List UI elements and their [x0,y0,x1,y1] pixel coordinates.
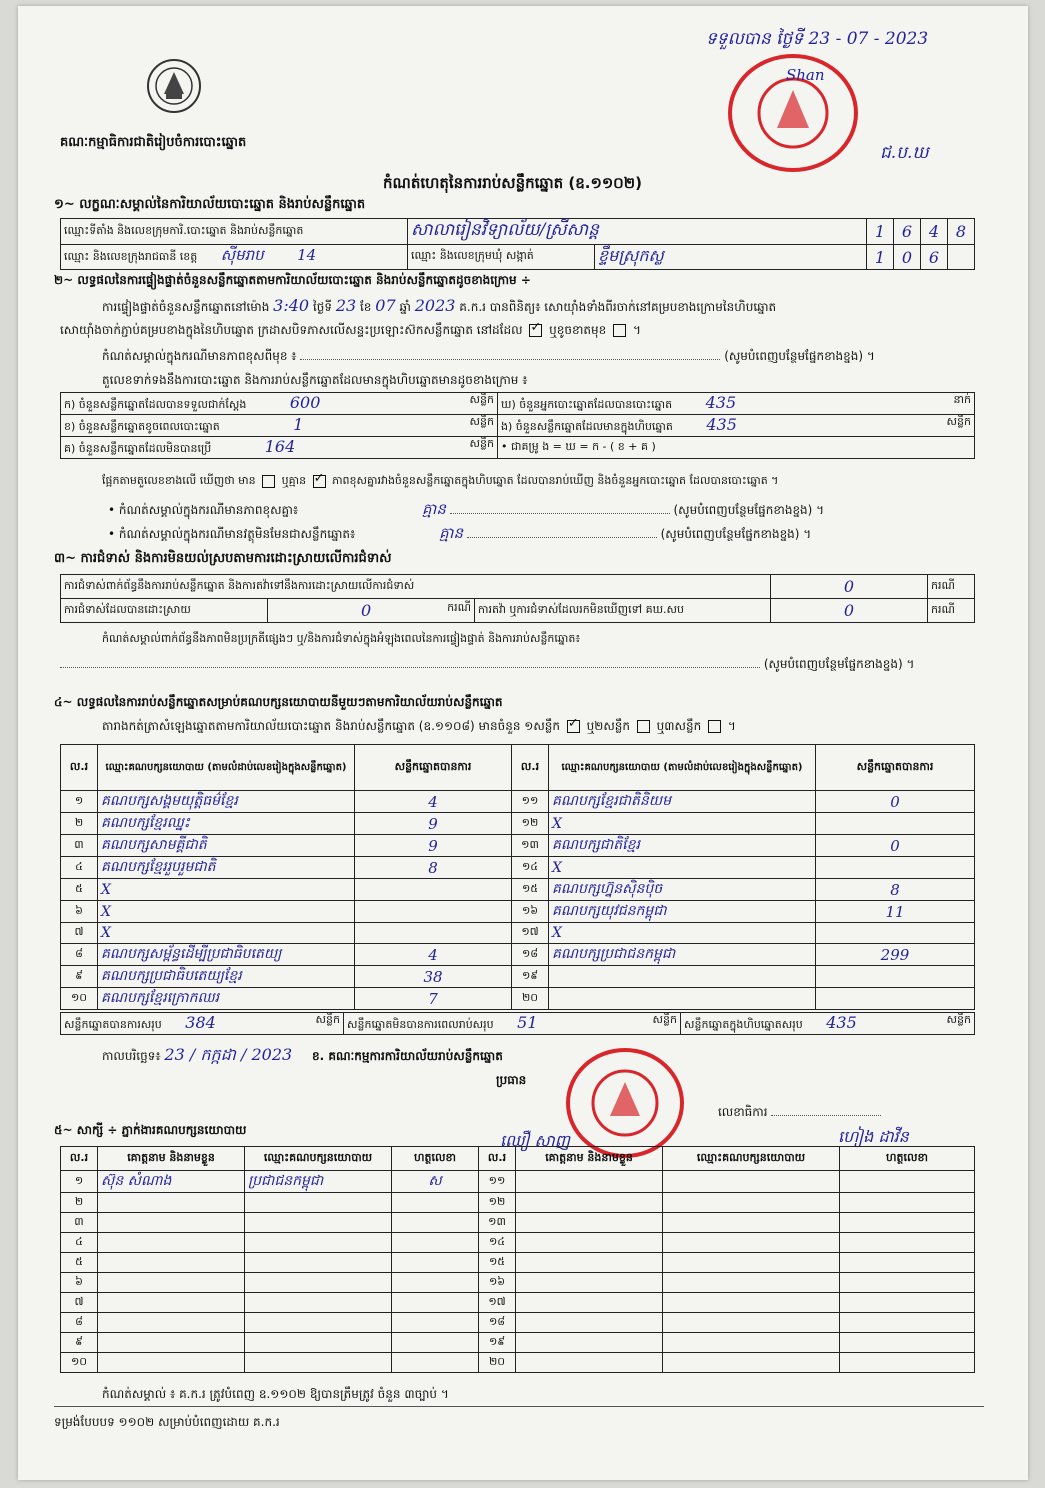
party-row [61,857,975,879]
section1-heading: ១~ លក្ខណៈសម្គាល់នៃការិយាល័យបោះឆ្នោត និងរាប់សន្លឹកឆ្នោត [54,197,366,212]
party-row [61,901,975,923]
witness-no: ១៦ [479,1273,516,1293]
witness-no: ៣ [61,1213,98,1233]
secretary-label: លេខាធិការ [718,1104,881,1122]
party-name: គណបក្សប្រជាជនកម្ពុជា [549,944,816,966]
witness-no: ១២ [479,1193,516,1213]
witness-no: ២០ [479,1353,516,1373]
witness-name: ស៊ុន សំណាង [98,1171,245,1193]
count-a-value: 600 [289,393,321,412]
witness-party [663,1233,840,1253]
section3-fill: (សូមបំពេញបន្ថែមផ្នែកខាងខ្នង) ។ [60,656,980,674]
resolved-cell: 0 ករណី [268,599,475,623]
commune-label: ឈ្មោះ និងលេខក្រុមឃុំ សង្កាត់ [408,245,595,270]
party-row [61,944,975,966]
witness-sign [840,1171,975,1193]
count-b: ខ) ចំនួនសន្លឹកឆ្នោតខូចពេលបោះឆ្នោត 1 សន្លឹក [61,415,498,437]
footer-note: កំណត់សម្គាល់ ៖ គ.ក.រ ត្រូវបំពេញ ឧ.១១០២ ឱ្យបានត្រឹមត្រូវ ចំនួន ៣ច្បាប់ ។ [102,1387,449,1401]
chair-label: ប្រធាន [496,1073,527,1087]
witness-no: ៩ [61,1333,98,1353]
office-value: សាលារៀនវិទ្យាល័យ/ស្រីសាន្ត [408,219,867,245]
witness-row [61,1353,975,1373]
sheet1-checkbox[interactable] [567,720,580,733]
witness-row [61,1333,975,1353]
verify-time: 3:40 [273,296,310,315]
party-no: ១៣ [512,835,549,857]
form-title: កំណត់ហេតុនៃការរាប់សន្លឹកឆ្នោត (ឧ.១១០២) [383,174,643,192]
office-digit-2: 6 [894,219,921,245]
party-no: ១៥ [512,879,549,901]
party-name: គណបក្សសាមគ្គីជាតិ [98,835,355,857]
objection-table: ការជំទាស់ពាក់ព័ន្ធនឹងការរាប់សន្លឹកឆ្នោត និងការតវ៉ាទៅនឹងការដោះស្រាយលើការជំទាស់ 0 ករណី ការជំទាស់ដែលបានដោះស្រាយ 0 ករណី ការតវ៉ា ឬការជំទាស់ដែលរកមិនឃើញទៅ គឃ.សប 0 ករណី [60,574,975,623]
party-no: ៥ [61,879,98,901]
witness-party [663,1273,840,1293]
party-row [61,879,975,901]
witness-name [516,1353,663,1373]
witness-sign [840,1333,975,1353]
party-votes [816,988,975,1010]
count-c-value: 164 [264,437,296,456]
witness-name [98,1313,245,1333]
witness-party [245,1333,392,1353]
witness-party [245,1273,392,1293]
party-name: គណបក្សយុវជនកម្ពុជា [549,901,816,923]
party-votes [355,901,512,923]
party-no: ១ [61,791,98,813]
witness-party [663,1333,840,1353]
counts-intro: តួលេខទាក់ទងនឹងការបោះឆ្នោត និងការរាប់សន្លឹកឆ្នោតដែលមានក្នុងហិបឆ្នោតមានដូចខាងក្រោម ៖ [102,373,528,387]
party-votes [816,857,975,879]
witness-name [98,1233,245,1253]
party-votes: 8 [355,857,512,879]
count-e: ង) ចំនួនសន្លឹកឆ្នោតដែលមានក្នុងហិបឆ្នោត 435 សន្លឹក [498,415,975,437]
objection-label: ការជំទាស់ពាក់ព័ន្ធនឹងការរាប់សន្លឹកឆ្នោត និងការតវ៉ាទៅនឹងការដោះស្រាយលើការជំទាស់ [61,575,771,599]
section3-heading: ៣~ ការជំទាស់ និងការមិនយល់ស្របតាមការដោះស្រាយលើការជំទាស់ [54,551,392,566]
party-votes: 0 [816,835,975,857]
witness-name [516,1313,663,1333]
party-name: គណបក្សខ្មែរជាតិនិយម [549,791,816,813]
commune-digit-1: 1 [867,245,894,270]
party-votes: 4 [355,944,512,966]
diff-note: • កំណត់សម្គាល់ក្នុងករណីមានភាពខុសគ្នា៖ គ្មាន (សូមបំពេញបន្ថែមផ្នែកខាងខ្នង) ។ [108,500,825,518]
party-votes: 299 [816,944,975,966]
witness-row [61,1193,975,1213]
section1-table [60,218,975,270]
witness-sign [840,1293,975,1313]
verify-line: ការផ្ទៀងផ្ទាត់ចំនួនសន្លឹកឆ្នោតនៅម៉ោង 3:40 ថ្ងៃទី 23 ខែ 07 ឆ្នាំ 2023 គ.ក.រ បានពិនិត្យ៖ សោយ៉ាំងទាំងពីរចាក់នៅគម្របខាងក្រោមនៃហិបឆ្នោត [102,296,777,315]
count-a: ក) ចំនួនសន្លឹកឆ្នោតដែលបានទទួលជាក់ស្តែង 600 សន្លឹក [61,393,498,415]
party-votes: 0 [816,791,975,813]
section4-heading: ៤~ លទ្ធផលនៃការរាប់សន្លឹកឆ្នោតសម្រាប់គណបក្សនយោបាយនីមួយៗតាមការិយាល័យរាប់សន្លឹកឆ្នោត [54,695,503,709]
party-row [61,988,975,1010]
witness-sign [840,1193,975,1213]
counts-table [60,392,975,459]
verify-month: 07 [375,296,396,315]
party-votes: 9 [355,835,512,857]
party-no: ១១ [512,791,549,813]
witness-party [663,1171,840,1193]
witness-party [663,1193,840,1213]
party-votes: 9 [355,813,512,835]
sheet3-checkbox[interactable] [708,720,721,733]
witness-sign [840,1253,975,1273]
commune-digit-3: 6 [921,245,948,270]
witness-sign [392,1273,479,1293]
diff-yes-checkbox[interactable] [262,475,275,488]
witness-no: ១៣ [479,1213,516,1233]
party-name: គណបក្សខ្មែររួបរួមជាតិ [98,857,355,879]
party-no: ៦ [61,901,98,923]
party-name: X [549,923,816,944]
witness-name [516,1273,663,1293]
diff-note-value: គ្មាន [422,500,446,518]
total-invalid-value: 51 [517,1013,538,1032]
office-digit-4: 8 [948,219,975,245]
total-valid: សន្លឹកឆ្នោតបានការសរុប 384 សន្លឹក [61,1013,344,1035]
section5-heading: ៥~ សាក្សី ÷ ភ្នាក់ងារគណបក្សនយោបាយ [54,1123,247,1137]
witness-sign [392,1213,479,1233]
office-label: ឈ្មោះទីតាំង និងលេខក្រុមការិ.បោះឆ្នោត និងរាប់សន្លឹកឆ្នោត [61,219,408,245]
diff-line: ផ្អែកតាមតួលេខខាងលើ ឃើញថា មាន ឬគ្មាន ✓ ភាពខុសគ្នារវាងចំនួនសន្លឹកឆ្នោតក្នុងហិបឆ្នោត ដែលបានរាប់ឃើញ និងចំនួនអ្នកបោះឆ្នោត ដែលបានបោះឆ្នោត ។ [102,474,778,490]
province-label: ឈ្មោះ និងលេខក្រុងរាជធានី ខេត្ត ស៊ីមរាប 14 [61,245,408,270]
section3-note: កំណត់សម្គាល់ពាក់ព័ន្ធនឹងភាពមិនប្រក្រតីផ្សេងៗ ឬ/និងការជំទាស់ក្នុងអំឡុងពេលនៃការផ្ទៀងផ្ទាត់ និងការរាប់សន្លឹកឆ្នោត៖ [102,632,581,645]
witness-sign [840,1313,975,1333]
resolved-value: 0 [361,601,372,620]
party-no: ២ [61,813,98,835]
party-no: ១៦ [512,901,549,923]
witness-party [663,1293,840,1313]
witness-name [516,1193,663,1213]
received-sign: ជ.ប.ឃ [880,143,929,163]
witness-no: ១៧ [479,1293,516,1313]
office-digit-1: 1 [867,219,894,245]
intact-checkbox[interactable] [529,324,542,337]
witness-sign [840,1273,975,1293]
party-no: ២០ [512,988,549,1010]
party-votes [816,966,975,988]
witness-party [663,1353,840,1373]
party-votes: 8 [816,879,975,901]
seal-line: សោយ៉ាំងចាក់ភ្ជាប់គម្របខាងក្នុងនៃហិបឆ្នោត ក្រដាសបិទភាសលើសន្ទះប្រឡោះស៊កសន្លឹកឆ្នោត នៅដដែល ✓ ឬខូចខាតមុខ ។ [60,322,641,340]
party-row [61,791,975,813]
witness-no: ១១ [479,1171,516,1193]
witness-name [98,1293,245,1313]
witness-name [98,1273,245,1293]
witness-row [61,1253,975,1273]
count-c: គ) ចំនួនសន្លឹកឆ្នោតដែលមិនបានប្រើ 164 សន្លឹក [61,437,498,459]
party-name [549,988,816,1010]
witness-table: ល.រ គោត្តនាម និងនាមខ្លួន ឈ្មោះគណបក្សនយោបាយ ហត្ថលេខា ល.រ គោត្តនាម និងនាមខ្លួន ឈ្មោះគណបក្សនយោបាយ ហត្ថលេខា ១ ស៊ុន សំណាង ប្រជាជនកម្ពុជា ស ១១ ២ ១២ ៣ ១៣ ៤ ១៤ ៥ ១៥ ៦ ១៦ ៧ ១៧ ៨ ១៨ ៩ ១៩ ១០ ២០ [60,1146,975,1373]
witness-sign [392,1233,479,1253]
witness-row [61,1313,975,1333]
total-valid-value: 384 [185,1013,216,1032]
section4-intro: តារាងកត់ត្រាសំឡេងឆ្នោតតាមការិយាល័យបោះឆ្នោត និងរាប់សន្លឹកឆ្នោត (ឧ.១១០៨) មានចំនួន ១សន្លឹក ✓ ឬ២សន្លឹក ឬ៣សន្លឹក ។ [102,718,736,736]
witness-no: ៨ [61,1313,98,1333]
witness-name [516,1233,663,1253]
province-number: 14 [297,246,317,264]
party-name: X [98,901,355,923]
foreign-note: • កំណត់សម្គាល់ក្នុងករណីមានវត្ថុមិនមែនជាសន្លឹកឆ្នោត៖ គ្មាន (សូមបំពេញបន្ថែមផ្នែកខាងខ្នង) ។ [108,524,812,542]
chair-name: ឈឿ សាញ [500,1131,571,1150]
witness-party: ប្រជាជនកម្ពុជា [245,1171,392,1193]
nec-logo [146,58,202,114]
witness-no: ១ [61,1171,98,1193]
resolved-label: ការជំទាស់ដែលបានដោះស្រាយ [61,599,268,623]
commune-digit-2: 0 [894,245,921,270]
count-b-value: 1 [293,415,304,434]
party-name: X [549,857,816,879]
document-sheet [18,6,1028,1480]
witness-sign [392,1253,479,1273]
witness-party [663,1253,840,1273]
witness-row [61,1293,975,1313]
witness-name [516,1171,663,1193]
party-name: គណបក្សខ្មែរឈ្នះ [98,813,355,835]
party-results-table: ល.រ ឈ្មោះគណបក្សនយោបាយ (តាមលំដាប់លេខរៀងក្នុងសន្លឹកឆ្នោត) សន្លឹកឆ្នោតបានការ ល.រ ឈ្មោះគណបក្សនយោបាយ (តាមលំដាប់លេខរៀងក្នុងសន្លឹកឆ្នោត) សន្លឹកឆ្នោតបានការ ១ គណបក្សសង្គមយុត្តិធម៌ខ្មែរ 4 ១១ គណបក្សខ្មែរជាតិនិយម 0 ២ គណបក្សខ្មែរឈ្នះ 9 ១២ X ៣ គណបក្សសាមគ្គីជាតិ 9 ១៣ គណបក្សជាតិខ្មែរ 0 ៤ គណបក្សខ្មែររួបរួមជាតិ 8 ១៤ X ៥ X ១៥ គណបក្សហ្វ៊ុនស៊ិនប៉ិច 8 ៦ X ១៦ គណបក្សយុវជនកម្ពុជា 11 ៧ X ១៧ X ៨ គណបក្សសម្ព័ន្ធដើម្បីប្រជាធិបតេយ្យ 4 ១៨ គណបក្សប្រជាជនកម្ពុជា 299 ៩ គណបក្សប្រជាធិបតេយ្យខ្មែរ 38 ១៩ ១០ គណបក្សខ្មែរក្រោកឈរ 7 ២០ [60,744,975,1010]
party-no: ៤ [61,857,98,879]
witness-no: ១៤ [479,1233,516,1253]
party-row [61,923,975,944]
diff-no-checkbox[interactable] [313,475,326,488]
witness-name [98,1253,245,1273]
count-d-value: 435 [705,393,737,412]
witness-no: ៦ [61,1273,98,1293]
unresolved-label: ការតវ៉ា ឬការជំទាស់ដែលរកមិនឃើញទៅ គឃ.សប [475,599,771,623]
totals-table [60,1012,975,1035]
party-row [61,966,975,988]
witness-no: ៧ [61,1293,98,1313]
total-box: សន្លឹកឆ្នោតក្នុងហិបឆ្នោតសរុប 435 សន្លឹក [681,1013,975,1035]
witness-row [61,1273,975,1293]
note-line: កំណត់សម្គាល់ក្នុងករណីមានភាពខុសពីមុខ ៖ (សូមបំពេញបន្ថែមផ្នែកខាងខ្នង) ។ [102,349,875,363]
witness-sign [392,1293,479,1313]
commune-value: ខ្ទឹមស្រុកស្ល [595,245,867,270]
foreign-note-value: គ្មាន [439,524,463,542]
party-votes [355,879,512,901]
witness-party [245,1313,392,1333]
party-row [61,813,975,835]
witness-party [245,1193,392,1213]
witness-sign [392,1353,479,1373]
witness-no: ១០ [61,1353,98,1373]
verify-day: 23 [335,296,357,315]
party-name: គណបក្សសង្គមយុត្តិធម៌ខ្មែរ [98,791,355,813]
party-name: X [98,879,355,901]
witness-sign [392,1313,479,1333]
witness-no: ២ [61,1193,98,1213]
received-by: Shan [786,66,825,84]
witness-party [245,1233,392,1253]
count-e-value: 435 [706,415,737,434]
secretary-name: ហៀង ដាវីន [838,1127,909,1146]
party-row [61,835,975,857]
committee-stamp [566,1048,684,1158]
witness-sign [840,1213,975,1233]
party-no: ១០ [61,988,98,1010]
count-formula: • ជាគម្រូ ង = ឃ = ក - ( ខ + គ ) [498,437,975,459]
section2-heading: ២~ លទ្ធផលនៃការផ្ទៀងផ្ទាត់ចំនួនសន្លឹកឆ្នោតតាមការិយាល័យបោះឆ្នោត និងរាប់សន្លឹកឆ្នោតដូចខាងក្រោម ÷ [54,273,531,287]
witness-sign [840,1353,975,1373]
party-name: គណបក្សខ្មែរក្រោកឈរ [98,988,355,1010]
witness-party [245,1213,392,1233]
party-no: ១៤ [512,857,549,879]
form-note: ទម្រង់បែបបទ ១១០២ សម្រាប់បំពេញដោយ គ.ក.រ [54,1415,280,1429]
party-name: គណបក្សហ្វ៊ុនស៊ិនប៉ិច [549,879,816,901]
province-value: ស៊ីមរាប [220,246,264,264]
witness-name [98,1213,245,1233]
witness-sign [392,1193,479,1213]
witness-name [98,1333,245,1353]
witness-row [61,1233,975,1253]
witness-party [663,1213,840,1233]
party-no: ៣ [61,835,98,857]
witness-name [98,1353,245,1373]
party-no: ៩ [61,966,98,988]
total-invalid: សន្លឹកឆ្នោតមិនបានការពេលរាប់សរុប 51 សន្លឹក [344,1013,681,1035]
party-name: X [98,923,355,944]
party-votes [816,813,975,835]
party-name: គណបក្សប្រជាធិបតេយ្យខ្មែរ [98,966,355,988]
witness-no: ៤ [61,1233,98,1253]
witness-party [245,1353,392,1373]
date-line: កាលបរិច្ឆេទ៖ 23 / កក្កដា / 2023 ខ. គណៈកម្មការការិយាល័យរាប់សន្លឹកឆ្នោត [102,1045,503,1064]
witness-name [516,1333,663,1353]
party-votes: 11 [816,901,975,923]
party-name: X [549,813,816,835]
party-no: ១៩ [512,966,549,988]
unresolved-value: 0 [771,599,928,623]
party-votes: 7 [355,988,512,1010]
witness-sign [392,1333,479,1353]
received-note: ទទួលបាន ថ្ងៃទី 23 - 07 - 2023 [706,29,929,49]
damaged-checkbox[interactable] [613,324,626,337]
party-votes: 4 [355,791,512,813]
party-name: គណបក្សជាតិខ្មែរ [549,835,816,857]
party-votes: 38 [355,966,512,988]
witness-no: ១៩ [479,1333,516,1353]
party-no: ១៧ [512,923,549,944]
witness-party [245,1253,392,1273]
party-name [549,966,816,988]
witness-row [61,1171,975,1193]
witness-no: ១៨ [479,1313,516,1333]
total-box-value: 435 [826,1013,857,1032]
witness-no: ១៥ [479,1253,516,1273]
committee-name: គណៈកម្មាធិការជាតិរៀបចំការបោះឆ្នោត [60,135,247,150]
witness-name [516,1253,663,1273]
objection-value: 0 [771,575,928,599]
footer-divider [54,1406,984,1407]
witness-sign [840,1233,975,1253]
witness-name [98,1193,245,1213]
party-votes [816,923,975,944]
witness-party [663,1313,840,1333]
witness-party [245,1293,392,1313]
date-value: 23 / កក្កដា / 2023 [164,1045,293,1064]
party-votes [355,923,512,944]
party-no: ៨ [61,944,98,966]
office-digit-3: 4 [921,219,948,245]
witness-name [516,1213,663,1233]
sheet2-checkbox[interactable] [637,720,650,733]
witness-no: ៥ [61,1253,98,1273]
witness-row [61,1213,975,1233]
witness-sign: ស [392,1171,479,1193]
witness-name [516,1293,663,1313]
party-no: ៧ [61,923,98,944]
party-no: ១២ [512,813,549,835]
verify-year: 2023 [414,296,456,315]
party-name: គណបក្សសម្ព័ន្ធដើម្បីប្រជាធិបតេយ្យ [98,944,355,966]
party-no: ១៨ [512,944,549,966]
count-d: ឃ) ចំនួនអ្នកបោះឆ្នោតដែលបានបោះឆ្នោត 435 នាក់ [498,393,975,415]
